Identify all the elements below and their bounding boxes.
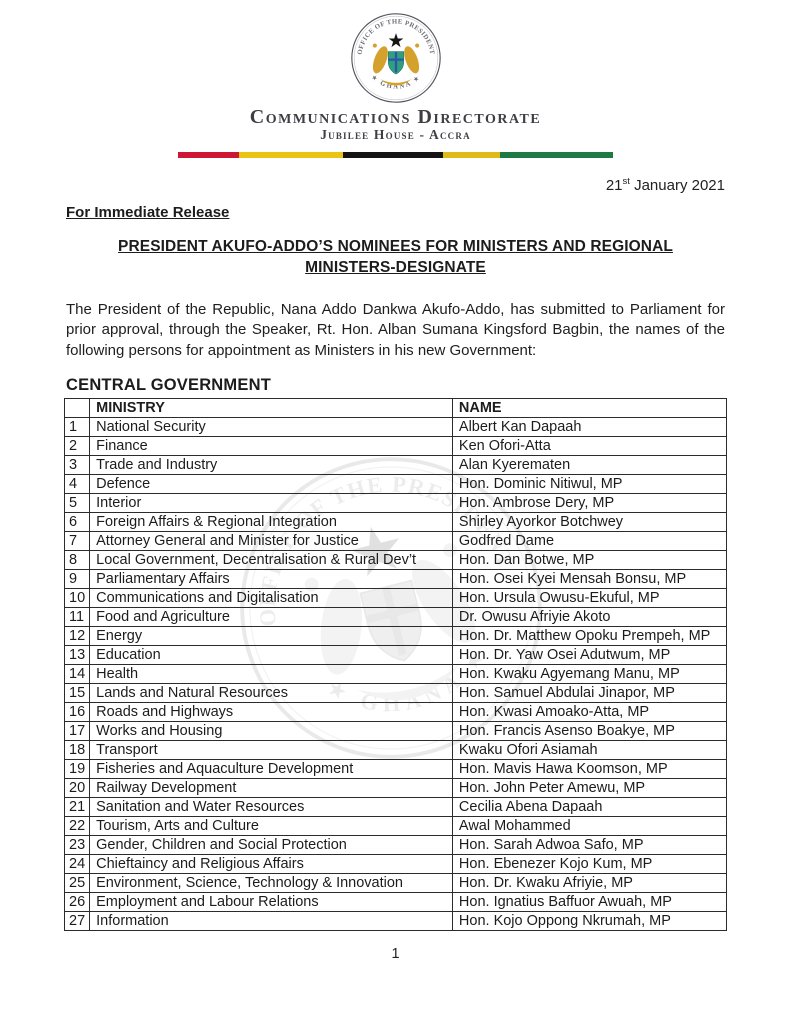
name-cell: Hon. Dominic Nitiwul, MP [452, 475, 726, 494]
org-location: Jubilee House - Accra [320, 127, 471, 142]
name-cell: Shirley Ayorkor Botchwey [452, 513, 726, 532]
table-row [65, 703, 727, 722]
name-cell: Hon. Ursula Owusu-Ekuful, MP [452, 589, 726, 608]
name-cell: Hon. Dr. Matthew Opoku Prempeh, MP [452, 627, 726, 646]
row-number-cell: 8 [65, 551, 90, 570]
ministry-cell: Railway Development [90, 779, 453, 798]
name-cell: Albert Kan Dapaah [452, 418, 726, 437]
row-number-cell: 20 [65, 779, 90, 798]
table-row [65, 817, 727, 836]
ministry-cell: Foreign Affairs & Regional Integration [90, 513, 453, 532]
row-number-cell: 4 [65, 475, 90, 494]
ministry-cell: Environment, Science, Technology & Innovation [90, 874, 453, 893]
ministry-cell: Defence [90, 475, 453, 494]
name-cell: Hon. Ignatius Baffuor Awuah, MP [452, 893, 726, 912]
ministry-cell: Chieftaincy and Religious Affairs [90, 855, 453, 874]
ministers-table [64, 398, 727, 931]
table-row [65, 893, 727, 912]
ministry-cell: Interior [90, 494, 453, 513]
ghana-flag-divider [178, 152, 614, 158]
org-name: Communications Directorate [249, 106, 542, 128]
row-number-cell: 19 [65, 760, 90, 779]
table-row [65, 551, 727, 570]
table-row [65, 646, 727, 665]
table-row [65, 513, 727, 532]
flag-segment-4 [443, 152, 500, 158]
release-date [66, 177, 725, 194]
name-cell: Cecilia Abena Dapaah [452, 798, 726, 817]
row-number-cell: 11 [65, 608, 90, 627]
ministry-cell: National Security [90, 418, 453, 437]
name-cell: Awal Mohammed [452, 817, 726, 836]
ministry-cell: Tourism, Arts and Culture [90, 817, 453, 836]
ministry-cell: Communications and Digitalisation [90, 589, 453, 608]
intro-paragraph: The President of the Republic, Nana Addo Dankwa Akufo-Addo, has submitted to Parliament for prior approval, through the Speaker, Rt. Hon. Alban Sumana Kingsford Bagbin, the names of the following persons for appointment as Ministers in his new Government: [66, 300, 725, 359]
name-cell: Alan Kyerematen [452, 456, 726, 475]
table-row [65, 494, 727, 513]
table-row [65, 798, 727, 817]
header-ministry: MINISTRY [90, 399, 453, 418]
table-row [65, 475, 727, 494]
presidential-seal-icon [0, 12, 791, 104]
table-row [65, 855, 727, 874]
table-row [65, 589, 727, 608]
row-number-cell: 14 [65, 665, 90, 684]
row-number-cell: 9 [65, 570, 90, 589]
ministry-cell: Gender, Children and Social Protection [90, 836, 453, 855]
table-row [65, 437, 727, 456]
table-row [65, 760, 727, 779]
name-cell: Dr. Owusu Afriyie Akoto [452, 608, 726, 627]
name-cell: Hon. Kojo Oppong Nkrumah, MP [452, 912, 726, 931]
table-zone [64, 398, 727, 931]
table-row [65, 570, 727, 589]
ministry-cell: Finance [90, 437, 453, 456]
row-number-cell: 27 [65, 912, 90, 931]
table-row [65, 532, 727, 551]
release-label: For Immediate Release [66, 203, 230, 221]
section-heading: CENTRAL GOVERNMENT [66, 376, 271, 395]
document-title-line1: PRESIDENT AKUFO-ADDO’S NOMINEES FOR MINISTERS AND REGIONAL [118, 237, 673, 255]
name-cell: Ken Ofori-Atta [452, 437, 726, 456]
row-number-cell: 12 [65, 627, 90, 646]
name-cell: Hon. Dr. Yaw Osei Adutwum, MP [452, 646, 726, 665]
name-cell: Hon. Dr. Kwaku Afriyie, MP [452, 874, 726, 893]
date-ordinal: st [622, 175, 630, 187]
row-number-cell: 24 [65, 855, 90, 874]
name-cell: Hon. Kwasi Amoako-Atta, MP [452, 703, 726, 722]
row-number-cell: 17 [65, 722, 90, 741]
row-number-cell: 6 [65, 513, 90, 532]
name-cell: Hon. Osei Kyei Mensah Bonsu, MP [452, 570, 726, 589]
row-number-cell: 2 [65, 437, 90, 456]
table-row [65, 608, 727, 627]
ministry-cell: Sanitation and Water Resources [90, 798, 453, 817]
table-row [65, 779, 727, 798]
date-day: 21 [605, 176, 623, 194]
ministry-cell: Local Government, Decentralisation & Rural Dev’t [90, 551, 453, 570]
page-number: 1 [391, 946, 400, 963]
row-number-cell: 21 [65, 798, 90, 817]
row-number-cell: 13 [65, 646, 90, 665]
row-number-cell: 16 [65, 703, 90, 722]
row-number-cell: 7 [65, 532, 90, 551]
ministers-table-head [65, 399, 727, 418]
table-row [65, 874, 727, 893]
ministry-cell: Attorney General and Minister for Justice [90, 532, 453, 551]
ministry-cell: Fisheries and Aquaculture Development [90, 760, 453, 779]
row-number-cell: 3 [65, 456, 90, 475]
row-number-cell: 5 [65, 494, 90, 513]
ministry-cell: Parliamentary Affairs [90, 570, 453, 589]
ministry-cell: Trade and Industry [90, 456, 453, 475]
letterhead [0, 12, 791, 158]
table-row [65, 912, 727, 931]
header-row [65, 399, 727, 418]
ministry-cell: Employment and Labour Relations [90, 893, 453, 912]
ministers-table-body [65, 418, 727, 931]
row-number-cell: 15 [65, 684, 90, 703]
name-cell: Hon. Samuel Abdulai Jinapor, MP [452, 684, 726, 703]
row-number-cell: 26 [65, 893, 90, 912]
header-name: NAME [452, 399, 726, 418]
flag-segment-5 [500, 152, 613, 158]
name-cell: Hon. Ebenezer Kojo Kum, MP [452, 855, 726, 874]
name-cell: Hon. Mavis Hawa Koomson, MP [452, 760, 726, 779]
ministry-cell: Education [90, 646, 453, 665]
table-row [65, 836, 727, 855]
ministry-cell: Lands and Natural Resources [90, 684, 453, 703]
table-row [65, 418, 727, 437]
flag-segment-3 [343, 152, 443, 158]
row-number-cell: 18 [65, 741, 90, 760]
row-number-cell: 25 [65, 874, 90, 893]
name-cell: Hon. Ambrose Dery, MP [452, 494, 726, 513]
date-rest: January 2021 [629, 176, 725, 194]
name-cell: Hon. John Peter Amewu, MP [452, 779, 726, 798]
table-row [65, 627, 727, 646]
name-cell: Kwaku Ofori Asiamah [452, 741, 726, 760]
ministry-cell: Transport [90, 741, 453, 760]
name-cell: Godfred Dame [452, 532, 726, 551]
ministry-cell: Works and Housing [90, 722, 453, 741]
name-cell: Hon. Sarah Adwoa Safo, MP [452, 836, 726, 855]
flag-segment-1 [178, 152, 239, 158]
header-number [65, 399, 90, 418]
table-row [65, 665, 727, 684]
flag-segment-2 [239, 152, 344, 158]
row-number-cell: 23 [65, 836, 90, 855]
table-row [65, 722, 727, 741]
ministry-cell: Food and Agriculture [90, 608, 453, 627]
table-row [65, 456, 727, 475]
ministry-cell: Health [90, 665, 453, 684]
name-cell: Hon. Francis Asenso Boakye, MP [452, 722, 726, 741]
row-number-cell: 1 [65, 418, 90, 437]
ministry-cell: Information [90, 912, 453, 931]
ministry-cell: Energy [90, 627, 453, 646]
document-title [66, 236, 725, 278]
document-title-line2: MINISTERS-DESIGNATE [305, 258, 486, 276]
name-cell: Hon. Dan Botwe, MP [452, 551, 726, 570]
row-number-cell: 10 [65, 589, 90, 608]
name-cell: Hon. Kwaku Agyemang Manu, MP [452, 665, 726, 684]
table-row [65, 741, 727, 760]
row-number-cell: 22 [65, 817, 90, 836]
table-row [65, 684, 727, 703]
ministry-cell: Roads and Highways [90, 703, 453, 722]
